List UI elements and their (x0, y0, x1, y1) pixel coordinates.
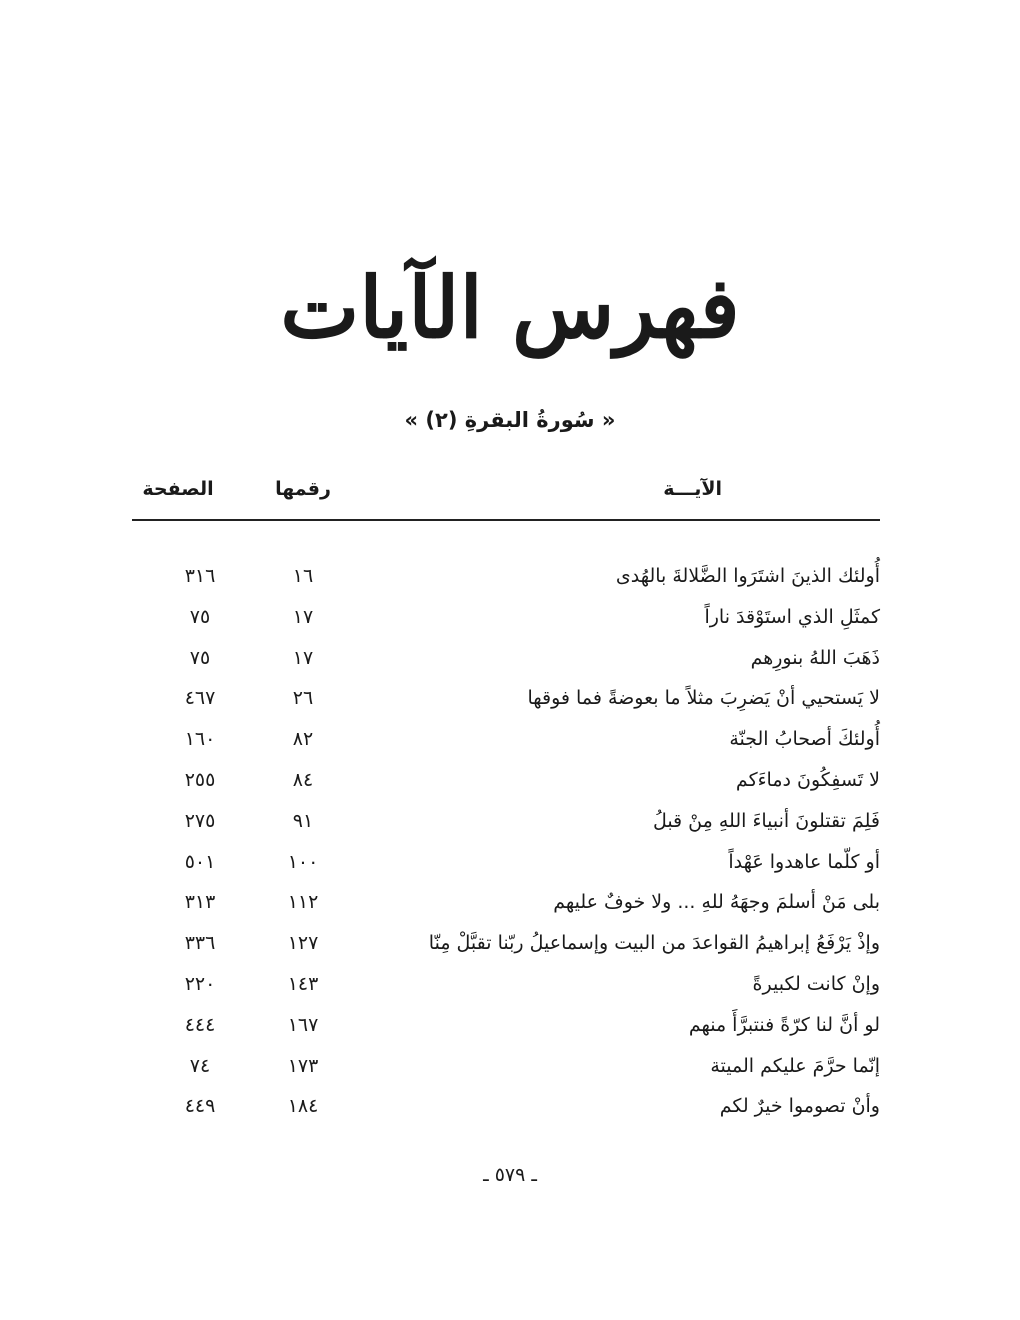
verse-text: لا يَستحيي أنْ يَضرِبَ مثلاً ما بعوضةً فما فوقها (527, 687, 880, 710)
page-ref: ٢٥٥ (184, 768, 216, 791)
index-table (0, 556, 1020, 1127)
table-row (0, 882, 1020, 923)
table-row (0, 842, 1020, 883)
page-ref: ٢٧٥ (184, 809, 216, 832)
table-row (0, 597, 1020, 638)
verse-text: إنّما حرَّمَ عليكم الميتة (710, 1054, 880, 1077)
verse-number: ١٦٧ (287, 1013, 319, 1036)
page-ref: ٤٤٤ (184, 1013, 216, 1036)
table-row (0, 678, 1020, 719)
column-header-page: الصفحة (142, 478, 214, 500)
page-title: فهرس الآيات (280, 258, 740, 357)
verse-number: ١٠٠ (287, 850, 319, 873)
verse-number: ١٢٧ (287, 932, 319, 955)
verse-number: ٨٢ (292, 728, 314, 751)
table-row (0, 923, 1020, 964)
page-ref: ٣٣٦ (184, 932, 216, 955)
table-row (0, 556, 1020, 597)
table-row (0, 638, 1020, 679)
page-ref: ٣١٣ (184, 891, 216, 914)
verse-number: ١٨٤ (287, 1095, 319, 1118)
page-ref: ٧٤ (189, 1054, 211, 1077)
verse-text: وأنْ تصوموا خيرٌ لكم (719, 1095, 880, 1118)
page-ref: ٤٤٩ (184, 1095, 216, 1118)
column-header-verse: الآيـــة (663, 478, 722, 500)
verse-number: ١١٢ (287, 891, 319, 914)
verse-text: بلى مَنْ أسلمَ وجهَهُ للهِ ... ولا خوفٌ عليهم (553, 891, 880, 914)
verse-text: أُولئك الذينَ اشتَرَوا الضَّلالةَ بالهُدى (615, 565, 880, 587)
table-row (0, 1005, 1020, 1046)
surah-heading: « سُورةُ البقرةِ (٢) » (404, 408, 616, 432)
table-row (0, 1086, 1020, 1127)
verse-text: لا تَسفِكُونَ دماءَكم (735, 768, 880, 791)
verse-text: وإنْ كانت لكبيرةً (752, 972, 880, 995)
verse-number: ٢٦ (292, 687, 314, 710)
table-row (0, 964, 1020, 1005)
page-ref: ١٦٠ (184, 728, 216, 751)
table-row (0, 801, 1020, 842)
verse-text: أُولئكَ أصحابُ الجنّة (729, 728, 880, 751)
verse-text: وإذْ يَرْفَعُ إبراهيمُ القواعدَ من البيت وإسماعيلُ ربّنا تقبَّلْ مِنّا (428, 932, 880, 955)
page-ref: ٥٠١ (184, 850, 216, 873)
verse-number: ١٧ (292, 646, 314, 669)
table-row (0, 719, 1020, 760)
verse-number: ١٤٣ (287, 972, 319, 995)
header-divider (132, 519, 880, 521)
verse-text: ذَهَبَ اللهُ بنورِهم (750, 646, 880, 669)
verse-number: ٩١ (292, 809, 314, 832)
verse-text: لو أنَّ لنا كرّةً فنتبرَّأَ منهم (688, 1013, 880, 1036)
page-ref: ٢٢٠ (184, 972, 216, 995)
verse-text: كمثَلِ الذي استَوْقدَ ناراً (704, 605, 880, 628)
page-ref: ٤٦٧ (184, 687, 216, 710)
verse-number: ٨٤ (292, 768, 314, 791)
table-row (0, 1046, 1020, 1087)
verse-text: فَلِمَ تقتلونَ أنبياءَ اللهِ مِنْ قبلُ (652, 809, 880, 832)
verse-text: أو كلّما عاهدوا عَهْداً (728, 850, 880, 873)
page-ref: ٣١٦ (184, 565, 216, 587)
verse-number: ١٧٣ (287, 1054, 319, 1077)
verse-number: ١٦ (292, 565, 314, 587)
column-header-number: رقمها (275, 478, 331, 500)
table-row (0, 760, 1020, 801)
page-ref: ٧٥ (189, 605, 211, 628)
verse-number: ١٧ (292, 605, 314, 628)
page-ref: ٧٥ (189, 646, 211, 669)
page-number: ـ ٥٧٩ ـ (483, 1164, 537, 1186)
